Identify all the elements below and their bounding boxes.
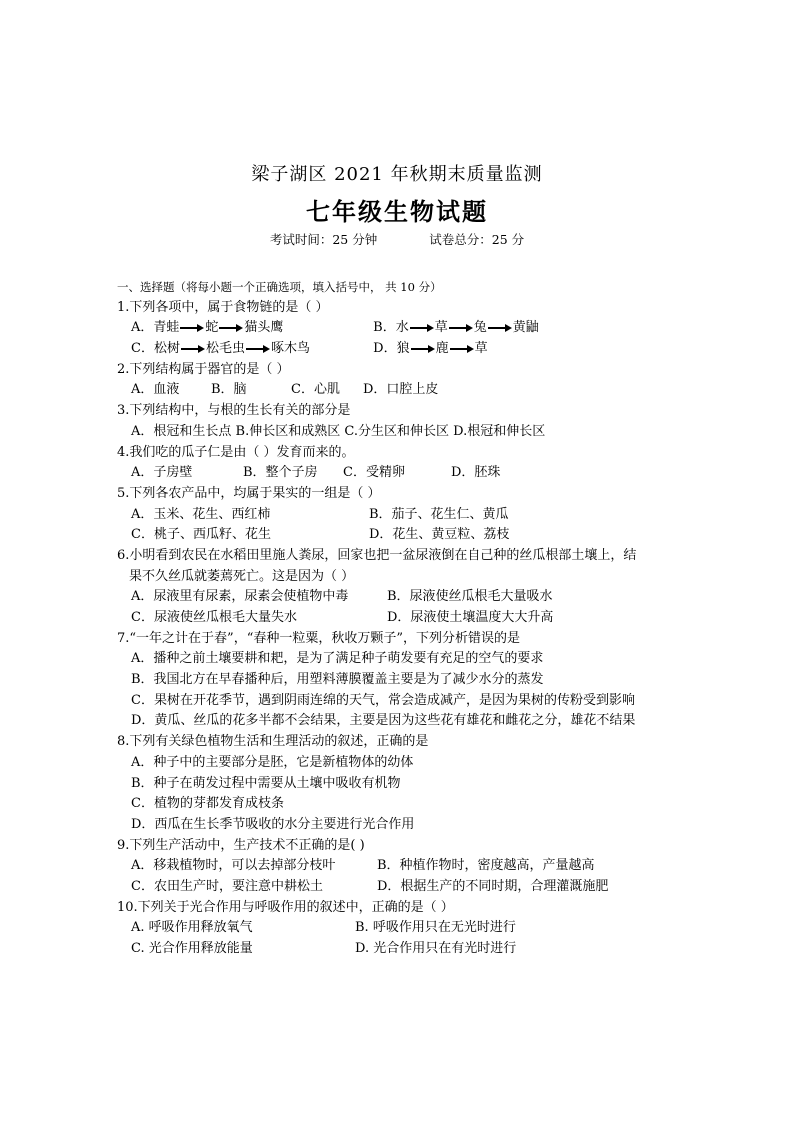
option-7c: C．果树在开花季节，遇到阴雨连绵的天气，常会造成减产，是因为果树的传粉受到影响	[131, 692, 635, 708]
option-8d: D．西瓜在生长季节吸收的水分主要进行光合作用	[131, 816, 415, 832]
chain-item: 青蛙	[153, 320, 180, 336]
arrow-right-icon	[181, 344, 205, 354]
question-2-stem: 2.下列结构属于器官的是（ ）	[117, 361, 290, 377]
exam-title: 梁子湖区 2021 年秋期末质量监测	[251, 164, 543, 185]
option-2a: A．血液	[131, 382, 180, 398]
question-9-stem: 9.下列生产活动中，生产技术不正确的是( )	[117, 837, 365, 853]
question-list	[117, 277, 697, 960]
option-8b: B．种子在萌发过程中需要从土壤中吸收有机物	[131, 775, 401, 791]
question-6-stem-line-2: 果不久丝瓜就萎蔫死亡。这是因为（ ）	[129, 568, 355, 584]
question-8-stem: 8.下列有关绿色植物生活和生理活动的叙述，正确的是	[117, 734, 429, 750]
option-2b: B．脑	[211, 382, 247, 398]
exam-subtitle: 七年级生物试题	[306, 197, 488, 226]
option-6a: A．尿液里有尿素，尿素会使植物中毒	[131, 589, 349, 605]
option-4b: B．整个子房	[243, 465, 318, 481]
chain-item: 鹿	[435, 341, 449, 357]
question-2-options	[117, 380, 697, 401]
option-9c: C．农田生产时，要注意中耕松土	[131, 878, 323, 894]
option-6c: C．尿液使丝瓜根毛大量失水	[131, 610, 297, 625]
chain-item: 草	[474, 341, 488, 357]
question-3-stem: 3.下列结构中，与根的生长有关的部分是	[117, 403, 351, 419]
question-9-options-row-2	[117, 877, 697, 898]
question-10-options-row-2	[117, 939, 697, 960]
question-7-stem: 7.“一年之计在于春”，“春种一粒粟，秋收万颗子”，下列分析错误的是	[117, 630, 520, 646]
option-3c: C.分生区和伸长区	[344, 423, 449, 439]
chain-item: 松毛虫	[205, 341, 245, 357]
option-label: C．	[131, 341, 154, 357]
question-1-stem: 1.下列各项中，属于食物链的是（ ）	[117, 299, 329, 315]
arrow-right-icon	[450, 344, 474, 354]
option-1a	[131, 318, 369, 339]
section-heading: 一、选择题（将每小题一个正确选项，填入括号中， 共 10 分）	[117, 280, 442, 294]
option-7b: B．我国北方在早春播种后，用塑料薄膜覆盖主要是为了减少水分的蒸发	[131, 672, 544, 688]
question-5-stem: 5.下列各农产品中，均属于果实的一组是（ ）	[117, 485, 381, 501]
option-7d: D．黄瓜、丝瓜的花多半都不会结果，主要是因为这些花有雄花和雌花之分，雄花不结果	[131, 713, 636, 729]
option-2c: C．心肌	[291, 382, 340, 398]
option-9d: D．根据生产的不同时期，合理灌溉施肥	[377, 878, 609, 894]
exam-time: 考试时间：25 分钟	[269, 232, 378, 247]
chain-item: 兔	[473, 320, 487, 336]
option-6b: B．尿液使丝瓜根毛大量吸水	[387, 589, 553, 605]
option-8c: C．植物的芽都发育成枝条	[131, 796, 284, 812]
arrow-right-icon	[180, 323, 204, 333]
option-4a: A．子房壁	[131, 465, 193, 481]
option-10b: B. 呼吸作用只在无光时进行	[355, 920, 516, 936]
chain-item: 啄木鸟	[270, 341, 310, 357]
question-5-options-row-2	[117, 525, 697, 546]
option-1b	[373, 318, 539, 339]
arrow-right-icon	[219, 323, 243, 333]
option-label: A．	[131, 320, 154, 336]
question-9-options-row-1	[117, 856, 697, 877]
option-1d	[373, 339, 487, 360]
option-10a: A. 呼吸作用释放氧气	[131, 920, 253, 936]
chain-item: 蛇	[205, 320, 219, 336]
chain-item: 草	[434, 320, 448, 336]
option-9a: A．移栽植物时，可以去掉部分枝叶	[131, 858, 336, 874]
exam-total-score: 试卷总分：25 分	[429, 232, 525, 247]
option-9b: B．种植作物时，密度越高，产量越高	[377, 858, 595, 874]
arrow-right-icon	[246, 344, 270, 354]
question-10-options-row-1	[117, 918, 697, 939]
option-10c: C. 光合作用释放能量	[131, 941, 253, 956]
question-6-stem-line-1: 6.小明看到农民在水稻田里施人粪尿，回家也把一盆尿液倒在自己种的丝瓜根部土壤上，结	[117, 547, 637, 563]
arrow-right-icon	[488, 323, 512, 333]
chain-item: 猫头鹰	[244, 320, 284, 336]
question-3-options	[117, 422, 697, 443]
option-5c: C．桃子、西瓜籽、花生	[131, 527, 271, 543]
option-4c: C．受精卵	[343, 465, 405, 481]
option-1c	[131, 339, 369, 360]
option-8a: A．种子中的主要部分是胚，它是新植物体的幼体	[131, 754, 414, 770]
option-2d: D．口腔上皮	[363, 382, 439, 398]
arrow-right-icon	[449, 323, 473, 333]
question-4-stem: 4.我们吃的瓜子仁是由（ ）发育而来的。	[117, 444, 355, 460]
option-label: D．	[373, 341, 397, 357]
question-4-options	[117, 463, 697, 484]
option-3b: B.伸长区和成熟区	[235, 423, 341, 439]
chain-item: 松树	[153, 341, 180, 357]
option-4d: D．胚珠	[451, 465, 501, 481]
option-10d: D. 光合作用只在有光时进行	[355, 941, 517, 956]
exam-meta	[0, 230, 794, 248]
option-label: B．	[373, 320, 396, 336]
option-7a: A．播种之前土壤要耕和耙，是为了满足种子萌发要有充足的空气的要求	[131, 651, 544, 667]
option-3d: D.根冠和伸长区	[453, 423, 546, 439]
question-1-options-row-2	[117, 339, 697, 360]
chain-item: 水	[395, 320, 409, 336]
chain-item: 狼	[396, 341, 410, 357]
question-6-options-row-1	[117, 587, 697, 608]
option-5d: D．花生、黄豆粒、荔枝	[369, 527, 510, 543]
question-5-options-row-1	[117, 505, 697, 526]
question-6-options-row-2	[117, 608, 697, 629]
arrow-right-icon	[411, 344, 435, 354]
question-10-stem: 10.下列关于光合作用与呼吸作用的叙述中，正确的是（ ）	[117, 899, 454, 915]
question-1-options-row-1	[117, 318, 697, 339]
chain-item: 黄鼬	[512, 320, 539, 336]
option-6d: D．尿液使土壤温度大大升高	[387, 610, 554, 625]
option-5a: A．玉米、花生、西红柿	[131, 506, 271, 522]
option-3a: A．根冠和生长点	[131, 423, 232, 439]
arrow-right-icon	[410, 323, 434, 333]
option-5b: B．茄子、花生仁、黄瓜	[369, 506, 509, 522]
